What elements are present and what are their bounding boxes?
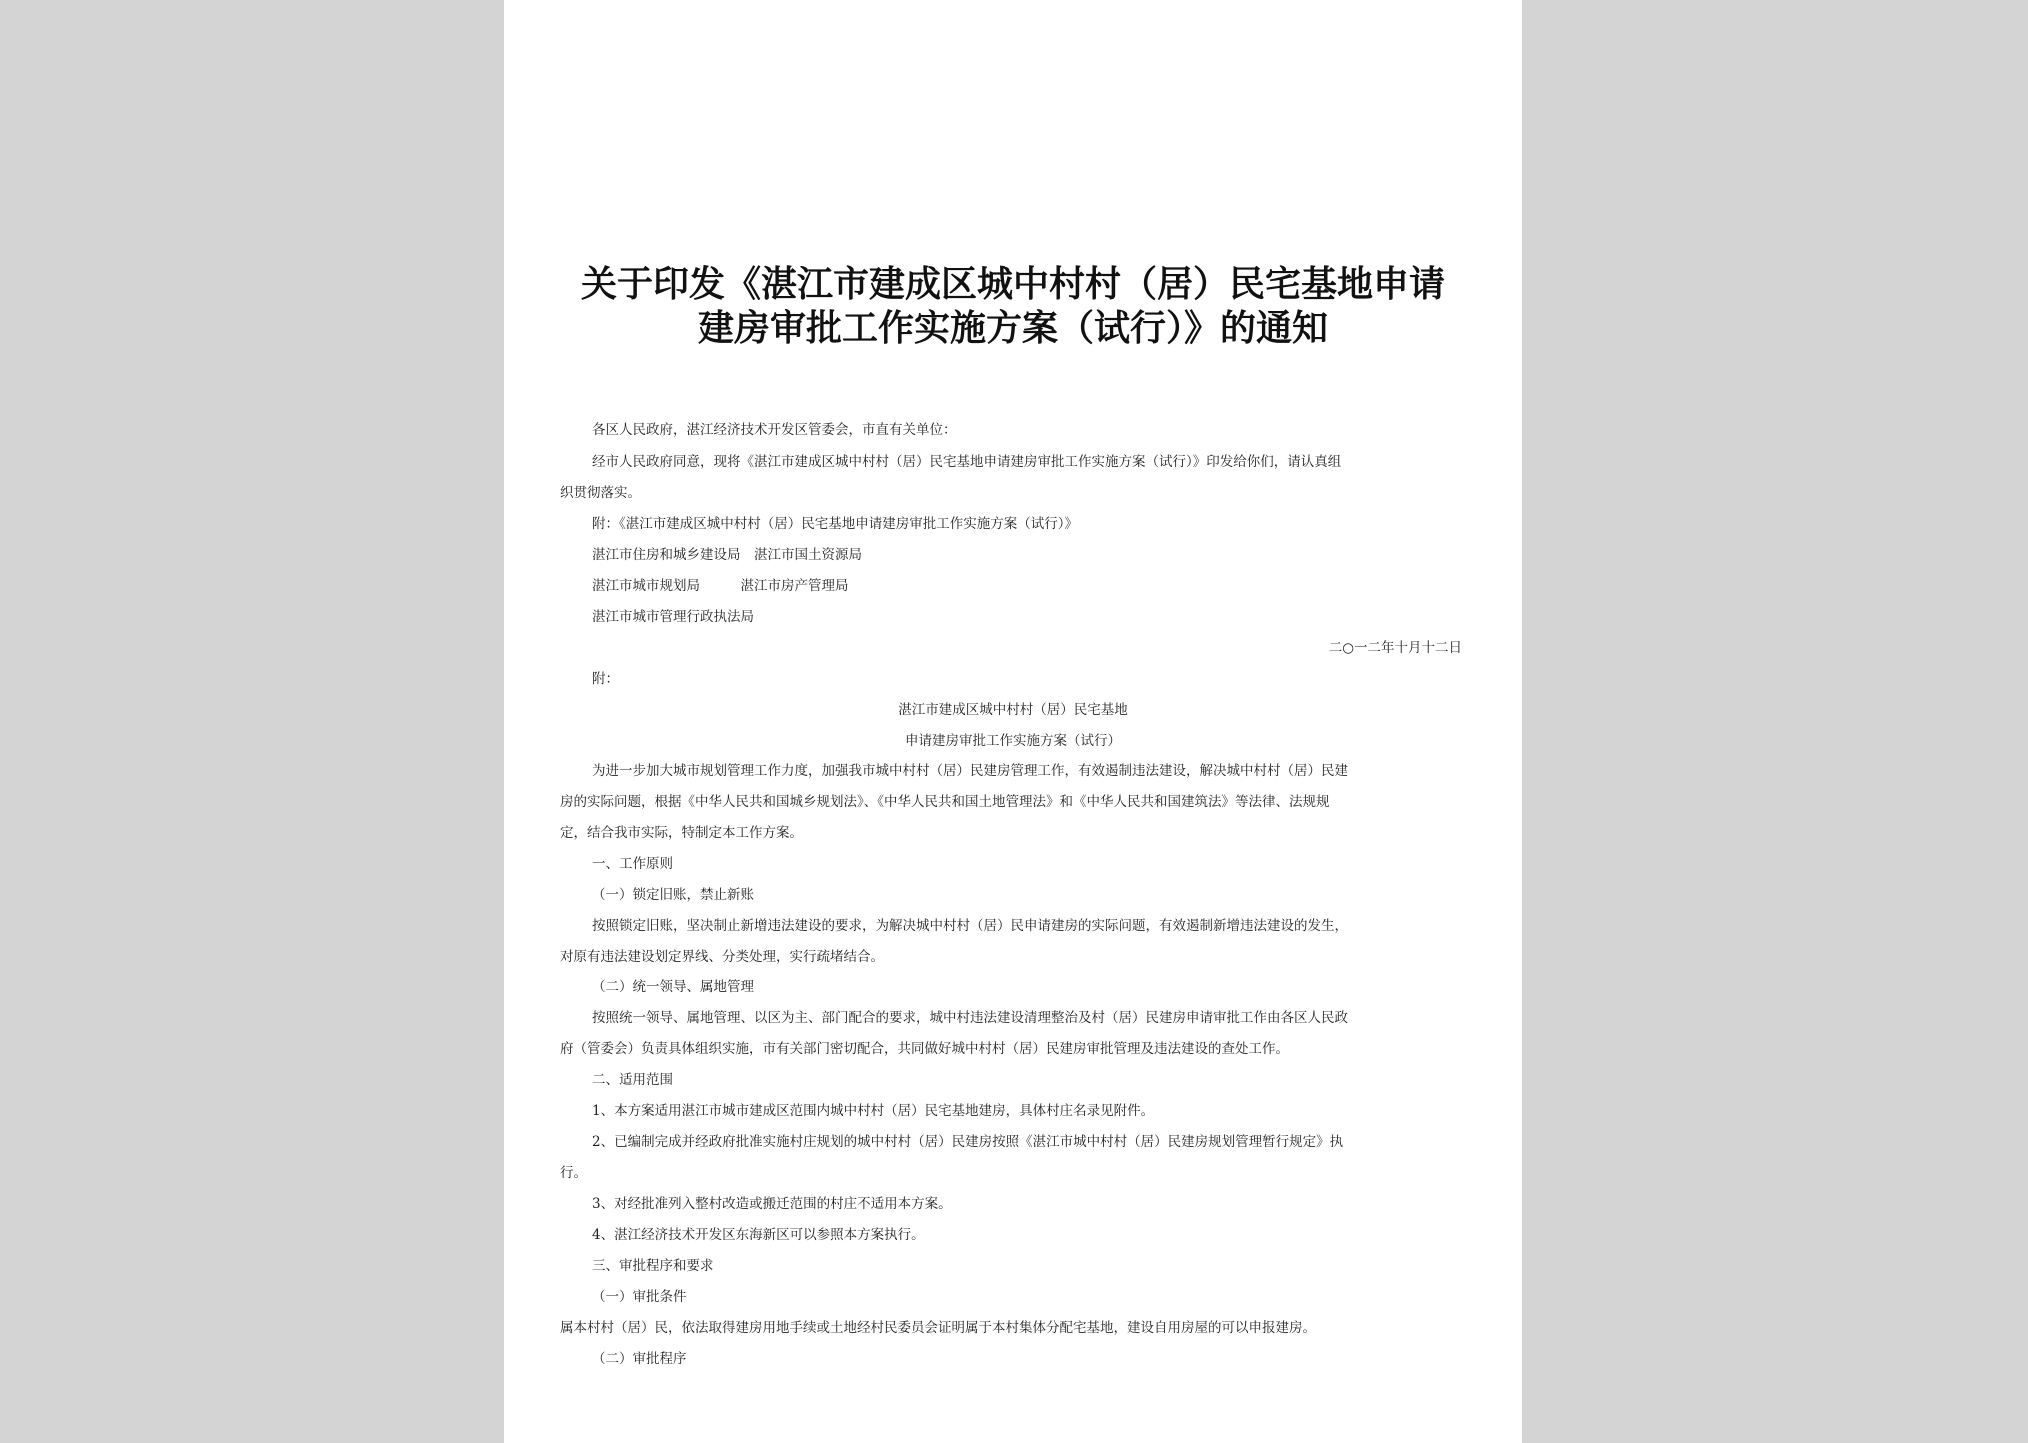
section-1-paragraph-1-line-1: 按照锁定旧账，坚决制止新增违法建设的要求，为解决城中村村（居）民申请建房的实际问题，有效遏制新增违法建设的发生，	[592, 918, 1348, 934]
section-1-paragraph-2-line-2: 府（管委会）负责具体组织实施，市有关部门密切配合，共同做好城中村村（居）民建房审批管理及违法建设的查处工作。	[560, 1041, 1289, 1057]
body-paragraph-1-line-2: 织贯彻落实。	[560, 485, 641, 501]
section-1-subheading-1: （一）锁定旧账，禁止新账	[592, 887, 754, 903]
section-2-item-3: 3、对经批准列入整村改造或搬迁范围的村庄不适用本方案。	[592, 1196, 952, 1212]
body-paragraph-1-line-1: 经市人民政府同意，现将《湛江市建成区城中村村（居）民宅基地申请建房审批工作实施方案（试行）》印发给你们，请认真组	[592, 454, 1342, 470]
issue-date: 二○一二年十月十二日	[1328, 640, 1462, 656]
notice-title-line-2: 建房审批工作实施方案（试行）》的通知	[697, 307, 1328, 349]
section-2-item-2-line-1: 2、已编制完成并经政府批准实施村庄规划的城中村村（居）民建房按照《湛江市城中村村（居）民建房规划管理暂行规定》执	[592, 1134, 1344, 1150]
intro-line-2: 房的实际问题，根据《中华人民共和国城乡规划法》、《中华人民共和国土地管理法》和《中华人民共和国建筑法》等法律、法规规	[560, 794, 1330, 810]
intro-line-3: 定，结合我市实际，特制定本工作方案。	[560, 825, 803, 841]
section-3-subheading-1: （一）审批条件	[592, 1289, 687, 1305]
intro-line-1: 为进一步加大城市规划管理工作力度，加强我市城中村村（居）民建房管理工作，有效遏制违法建设，解决城中村村（居）民建	[592, 763, 1348, 779]
salutation: 各区人民政府，湛江经济技术开发区管委会，市直有关单位：	[592, 422, 957, 438]
section-2-item-2-line-2: 行。	[560, 1165, 587, 1181]
section-1-paragraph-2-line-1: 按照统一领导、属地管理、以区为主、部门配合的要求，城中村违法建设清理整治及村（居）民建房申请审批工作由各区人民政	[592, 1010, 1348, 1026]
issuer-line-2: 湛江市城市规划局 湛江市房产管理局	[592, 578, 849, 594]
section-3-heading: 三、审批程序和要求	[592, 1258, 714, 1274]
document-page	[504, 0, 1522, 1443]
section-2-item-4: 4、湛江经济技术开发区东海新区可以参照本方案执行。	[592, 1227, 925, 1243]
notice-title-line-1: 关于印发《湛江市建成区城中村村（居）民宅基地申请	[580, 263, 1445, 305]
section-2-heading: 二、适用范围	[592, 1072, 673, 1088]
plan-title-line-1: 湛江市建成区城中村村（居）民宅基地	[898, 702, 1128, 718]
section-1-heading: 一、工作原则	[592, 856, 673, 872]
section-3-paragraph-1: 属本村村（居）民，依法取得建房用地手续或土地经村民委员会证明属于本村集体分配宅基地，建设自用房屋的可以申报建房。	[560, 1320, 1316, 1336]
attachment-label: 附：	[592, 671, 619, 687]
issuer-line-1: 湛江市住房和城乡建设局 湛江市国土资源局	[592, 547, 862, 563]
section-1-paragraph-1-line-2: 对原有违法建设划定界线、分类处理，实行疏堵结合。	[560, 949, 884, 965]
section-2-item-1: 1、本方案适用湛江市城市建成区范围内城中村村（居）民宅基地建房，具体村庄名录见附件。	[592, 1103, 1155, 1119]
section-1-subheading-2: （二）统一领导、属地管理	[592, 979, 754, 995]
section-3-subheading-2: （二）审批程序	[592, 1351, 687, 1367]
issuer-line-3: 湛江市城市管理行政执法局	[592, 609, 754, 625]
plan-title-line-2: 申请建房审批工作实施方案（试行）	[905, 733, 1121, 749]
attachment-reference: 附：《湛江市建成区城中村村（居）民宅基地申请建房审批工作实施方案（试行）》	[592, 516, 1078, 532]
